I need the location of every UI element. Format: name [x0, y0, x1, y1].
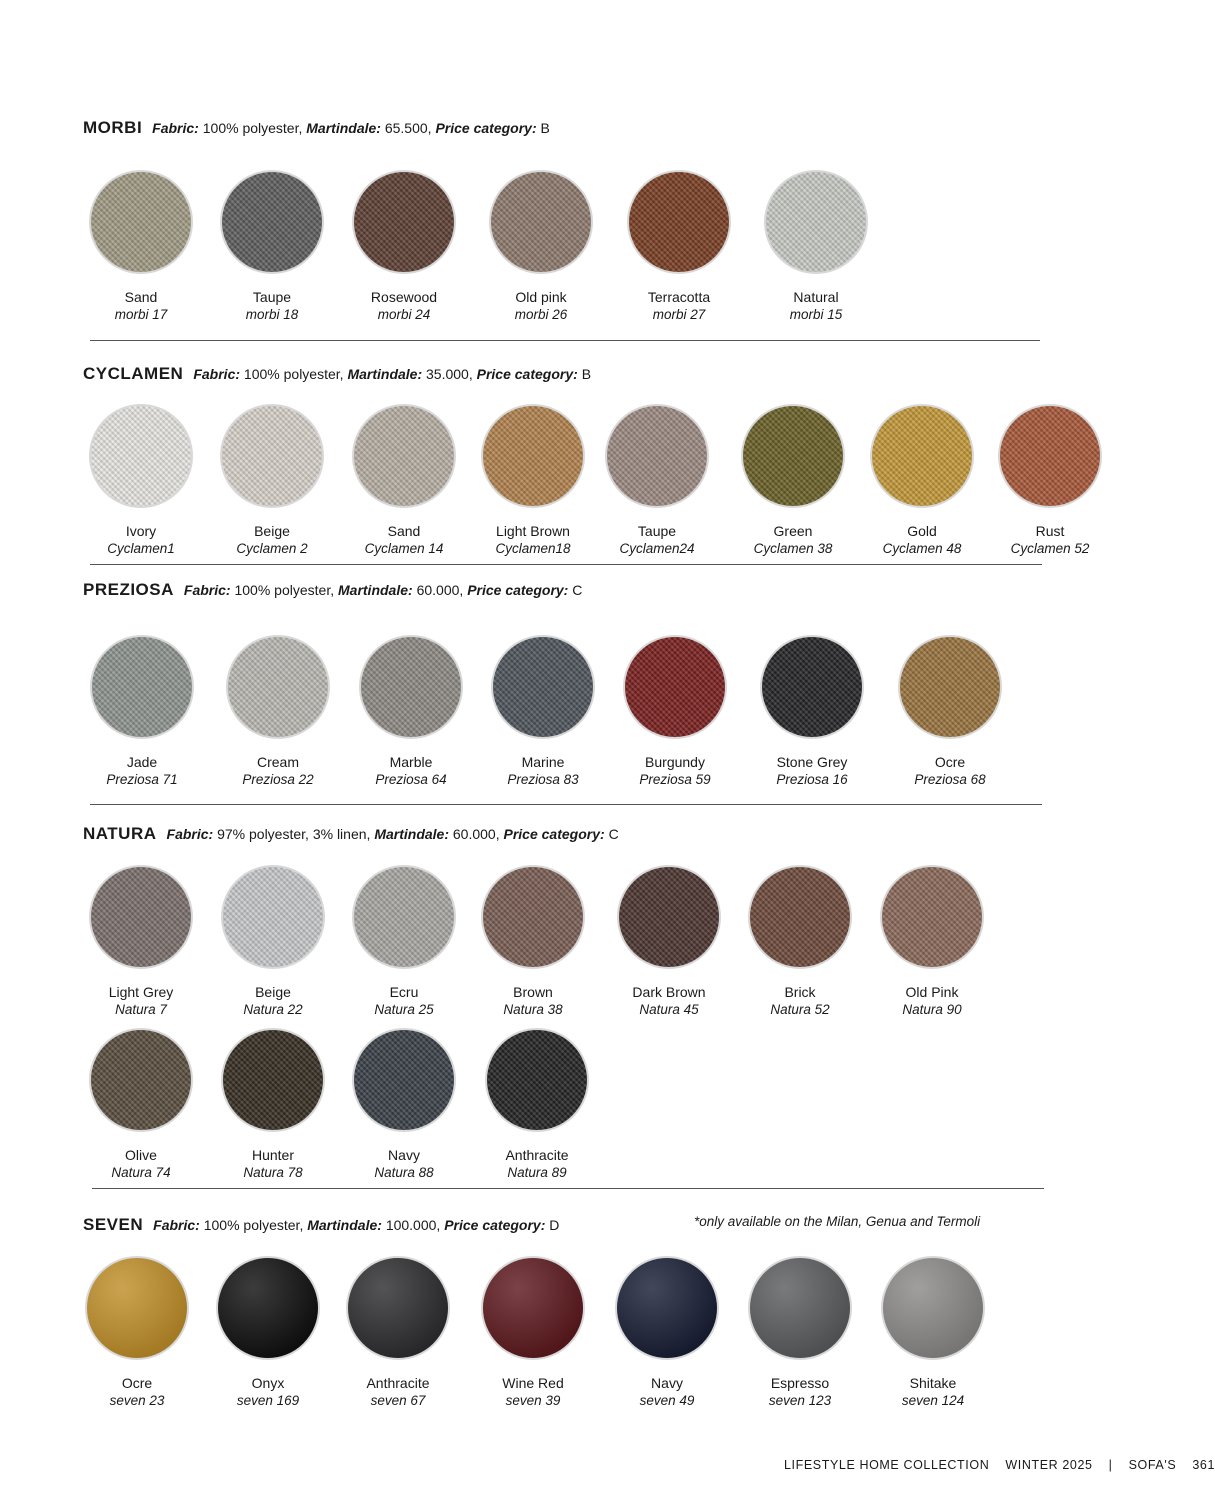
swatch-color-sample — [491, 635, 595, 739]
swatch-color-sample — [89, 404, 193, 508]
swatch-color-sample — [352, 865, 456, 969]
swatch-color-sample — [741, 404, 845, 508]
swatch-color-sample — [89, 1028, 193, 1132]
fabric-swatch[interactable] — [468, 1256, 598, 1410]
swatch-code: Natura 25 — [374, 1002, 434, 1017]
swatch-name: Natural — [793, 289, 839, 305]
swatch-name: Light Brown — [496, 523, 570, 539]
fabric-swatch[interactable] — [339, 1028, 469, 1182]
swatch-code: Preziosa 59 — [639, 772, 711, 787]
swatch-color-sample — [359, 635, 463, 739]
swatch-color-sample — [89, 170, 193, 274]
fabric-swatch[interactable] — [339, 404, 469, 558]
fabric-swatch[interactable] — [728, 404, 858, 558]
swatch-color-sample — [623, 635, 727, 739]
swatch-code: morbi 26 — [514, 307, 568, 322]
fabric-label: Fabric: — [183, 582, 231, 598]
section-title: MORBI — [83, 118, 143, 137]
fabric-value: 100% polyester, — [202, 120, 303, 136]
swatch-name: Beige — [254, 523, 290, 539]
fabric-swatch[interactable] — [203, 1256, 333, 1410]
swatch-name: Rosewood — [370, 289, 438, 305]
swatch-name: Terracotta — [647, 289, 711, 305]
swatch-name: Anthracite — [505, 1147, 569, 1163]
swatch-name: Beige — [255, 984, 291, 1000]
swatch-name: Brick — [784, 984, 816, 1000]
footer-season: WINTER 2025 — [1005, 1458, 1093, 1472]
fabric-label: Fabric: — [152, 120, 199, 136]
fabric-swatch[interactable] — [76, 1028, 206, 1182]
martindale-label: Martindale: — [347, 366, 423, 382]
fabric-swatch[interactable] — [76, 170, 206, 324]
fabric-swatch[interactable] — [207, 170, 337, 324]
fabric-swatch[interactable] — [610, 635, 740, 789]
price-category-label: Price category: — [435, 120, 537, 136]
swatch-code: morbi 27 — [652, 307, 706, 322]
swatch-name: Marine — [521, 754, 565, 770]
swatch-name: Light Grey — [108, 984, 174, 1000]
swatch-code: seven 67 — [370, 1393, 426, 1408]
martindale-value: 60.000, — [452, 826, 500, 842]
fabric-label: Fabric: — [153, 1217, 200, 1233]
fabric-swatch[interactable] — [751, 170, 881, 324]
martindale-value: 60.000, — [416, 582, 464, 598]
swatch-name: Dark Brown — [632, 984, 706, 1000]
swatch-code: Preziosa 22 — [242, 772, 314, 787]
swatch-name: Gold — [907, 523, 937, 539]
swatch-name: Anthracite — [366, 1375, 430, 1391]
swatch-name: Wine Red — [502, 1375, 564, 1391]
swatch-color-sample — [352, 1028, 456, 1132]
martindale-label: Martindale: — [306, 120, 381, 136]
swatch-color-sample — [764, 170, 868, 274]
swatch-code: Preziosa 68 — [914, 772, 986, 787]
page-number: 361 — [1192, 1458, 1215, 1472]
swatch-name: Espresso — [770, 1375, 830, 1391]
fabric-swatch[interactable] — [76, 865, 206, 1019]
swatch-name: Hunter — [251, 1147, 295, 1163]
section-title: CYCLAMEN — [83, 364, 184, 383]
fabric-swatch[interactable] — [602, 1256, 732, 1410]
swatch-color-sample — [221, 865, 325, 969]
swatch-code: Preziosa 64 — [375, 772, 447, 787]
swatch-color-sample — [880, 865, 984, 969]
martindale-value: 35.000, — [426, 366, 473, 382]
swatch-color-sample — [605, 404, 709, 508]
fabric-swatch[interactable] — [857, 404, 987, 558]
swatch-color-sample — [352, 404, 456, 508]
section-divider — [90, 340, 1040, 341]
fabric-swatch[interactable] — [339, 170, 469, 324]
swatch-color-sample — [489, 170, 593, 274]
price-category-label: Price category: — [476, 366, 578, 382]
fabric-swatch[interactable] — [208, 1028, 338, 1182]
swatch-color-sample — [216, 1256, 320, 1360]
fabric-value: 100% polyester, — [203, 1217, 304, 1233]
seven-section-header — [83, 1215, 559, 1235]
fabric-swatch[interactable] — [885, 635, 1015, 789]
swatch-code: Natura 52 — [770, 1002, 830, 1017]
swatch-code: Natura 89 — [507, 1165, 567, 1180]
swatch-code: seven 169 — [236, 1393, 300, 1408]
swatch-name: Sand — [124, 289, 158, 305]
price-category-label: Price category: — [444, 1217, 546, 1233]
price-category-label: Price category: — [503, 826, 605, 842]
natura-section-header — [83, 824, 619, 844]
swatch-code: seven 39 — [505, 1393, 561, 1408]
swatch-code: seven 123 — [768, 1393, 832, 1408]
swatch-color-sample — [481, 1256, 585, 1360]
fabric-swatch[interactable] — [346, 635, 476, 789]
swatch-code: Cyclamen1 — [107, 541, 175, 556]
fabric-swatch[interactable] — [77, 635, 207, 789]
swatch-code: Natura 78 — [243, 1165, 303, 1180]
swatch-name: Ocre — [934, 754, 966, 770]
swatch-color-sample — [760, 635, 864, 739]
swatch-code: Cyclamen 48 — [882, 541, 962, 556]
swatch-code: Cyclamen18 — [495, 541, 571, 556]
fabric-swatch[interactable] — [592, 404, 722, 558]
fabric-swatch[interactable] — [333, 1256, 463, 1410]
swatch-name: Marble — [389, 754, 433, 770]
swatch-code: Cyclamen 14 — [364, 541, 444, 556]
swatch-name: Jade — [126, 754, 158, 770]
swatch-name: Olive — [125, 1147, 157, 1163]
fabric-swatch[interactable] — [472, 1028, 602, 1182]
swatch-color-sample — [870, 404, 974, 508]
martindale-label: Martindale: — [374, 826, 449, 842]
swatch-code: seven 49 — [639, 1393, 695, 1408]
martindale-label: Martindale: — [338, 582, 413, 598]
swatch-color-sample — [346, 1256, 450, 1360]
swatch-code: Natura 45 — [639, 1002, 699, 1017]
swatch-color-sample — [748, 865, 852, 969]
swatch-name: Sand — [387, 523, 421, 539]
fabric-swatch[interactable] — [468, 404, 598, 558]
fabric-swatch[interactable] — [604, 865, 734, 1019]
fabric-swatch[interactable] — [76, 404, 206, 558]
swatch-code: Cyclamen 52 — [1010, 541, 1090, 556]
swatch-name: Ocre — [121, 1375, 153, 1391]
fabric-swatch[interactable] — [735, 865, 865, 1019]
fabric-swatch[interactable] — [339, 865, 469, 1019]
swatch-name: Navy — [651, 1375, 683, 1391]
swatch-code: Cyclamen 2 — [236, 541, 308, 556]
fabric-swatch[interactable] — [614, 170, 744, 324]
price-category-value: C — [572, 582, 583, 598]
swatch-name: Green — [773, 523, 813, 539]
swatch-color-sample — [485, 1028, 589, 1132]
swatch-color-sample — [617, 865, 721, 969]
fabric-value: 100% polyester, — [234, 582, 335, 598]
price-category-value: B — [581, 366, 592, 382]
swatch-code: seven 124 — [901, 1393, 965, 1408]
footer-separator: | — [1108, 1458, 1113, 1472]
fabric-label: Fabric: — [166, 826, 214, 842]
price-category-value: D — [549, 1217, 560, 1233]
cyclamen-section-header — [83, 364, 591, 384]
swatch-name: Shitake — [909, 1375, 957, 1391]
fabric-swatch[interactable] — [747, 635, 877, 789]
swatch-name: Navy — [388, 1147, 420, 1163]
swatch-color-sample — [627, 170, 731, 274]
fabric-value: 97% polyester, 3% linen, — [217, 826, 371, 842]
swatch-color-sample — [226, 635, 330, 739]
page-footer — [784, 1458, 1215, 1472]
section-divider — [90, 804, 1042, 805]
swatch-code: morbi 17 — [114, 307, 168, 322]
swatch-code: Natura 88 — [374, 1165, 434, 1180]
swatch-color-sample — [898, 635, 1002, 739]
fabric-swatch[interactable] — [207, 404, 337, 558]
swatch-name: Burgundy — [645, 754, 705, 770]
price-category-value: B — [540, 120, 550, 136]
price-category-label: Price category: — [467, 582, 569, 598]
swatch-code: Natura 7 — [115, 1002, 167, 1017]
fabric-swatch[interactable] — [735, 1256, 865, 1410]
availability-note: *only available on the Milan, Genua and Termoli — [694, 1214, 981, 1229]
swatch-color-sample — [220, 404, 324, 508]
swatch-name: Ivory — [125, 523, 157, 539]
morbi-section-header — [83, 118, 550, 138]
price-category-value: C — [608, 826, 619, 842]
swatch-name: Rust — [1035, 523, 1065, 539]
swatch-code: morbi 18 — [245, 307, 299, 322]
swatch-code: Natura 74 — [111, 1165, 171, 1180]
fabric-swatch[interactable] — [476, 170, 606, 324]
fabric-swatch[interactable] — [985, 404, 1115, 558]
swatch-code: Natura 38 — [503, 1002, 563, 1017]
preziosa-section-header — [83, 580, 582, 600]
swatch-color-sample — [998, 404, 1102, 508]
fabric-swatch[interactable] — [213, 635, 343, 789]
section-title: NATURA — [83, 824, 157, 843]
swatch-name: Taupe — [637, 523, 677, 539]
swatch-code: Preziosa 83 — [507, 772, 579, 787]
swatch-code: seven 23 — [109, 1393, 165, 1408]
swatch-color-sample — [221, 1028, 325, 1132]
swatch-color-sample — [90, 635, 194, 739]
swatch-name: Taupe — [252, 289, 292, 305]
swatch-name: Onyx — [251, 1375, 285, 1391]
swatch-color-sample — [881, 1256, 985, 1360]
martindale-value: 65.500, — [384, 120, 432, 136]
swatch-code: morbi 15 — [789, 307, 843, 322]
swatch-name: Cream — [256, 754, 299, 770]
swatch-name: Stone Grey — [776, 754, 848, 770]
swatch-color-sample — [85, 1256, 189, 1360]
swatch-name: Brown — [513, 984, 553, 1000]
footer-collection: LIFESTYLE HOME COLLECTION — [784, 1458, 990, 1472]
swatch-code: Preziosa 16 — [776, 772, 848, 787]
swatch-code: Natura 22 — [243, 1002, 303, 1017]
fabric-swatch[interactable] — [478, 635, 608, 789]
swatch-color-sample — [352, 170, 456, 274]
swatch-code: Cyclamen24 — [619, 541, 695, 556]
swatch-name: Old Pink — [905, 984, 959, 1000]
swatch-code: Preziosa 71 — [106, 772, 178, 787]
fabric-swatch[interactable] — [208, 865, 338, 1019]
section-divider — [92, 1188, 1044, 1189]
section-title: PREZIOSA — [83, 580, 174, 599]
swatch-name: Old pink — [515, 289, 567, 305]
swatch-code: morbi 24 — [377, 307, 431, 322]
martindale-value: 100.000, — [385, 1217, 441, 1233]
swatch-color-sample — [615, 1256, 719, 1360]
section-divider — [90, 564, 1042, 565]
section-title: SEVEN — [83, 1215, 144, 1234]
swatch-code: Cyclamen 38 — [753, 541, 833, 556]
martindale-label: Martindale: — [307, 1217, 382, 1233]
swatch-color-sample — [748, 1256, 852, 1360]
swatch-color-sample — [89, 865, 193, 969]
fabric-swatch[interactable] — [72, 1256, 202, 1410]
swatch-color-sample — [220, 170, 324, 274]
footer-category: SOFA'S — [1128, 1458, 1177, 1472]
fabric-swatch[interactable] — [468, 865, 598, 1019]
fabric-swatch[interactable] — [867, 865, 997, 1019]
swatch-code: Natura 90 — [902, 1002, 962, 1017]
swatch-name: Ecru — [389, 984, 419, 1000]
fabric-value: 100% polyester, — [243, 366, 344, 382]
fabric-swatch[interactable] — [868, 1256, 998, 1410]
swatch-color-sample — [481, 865, 585, 969]
swatch-color-sample — [481, 404, 585, 508]
fabric-label: Fabric: — [193, 366, 241, 382]
